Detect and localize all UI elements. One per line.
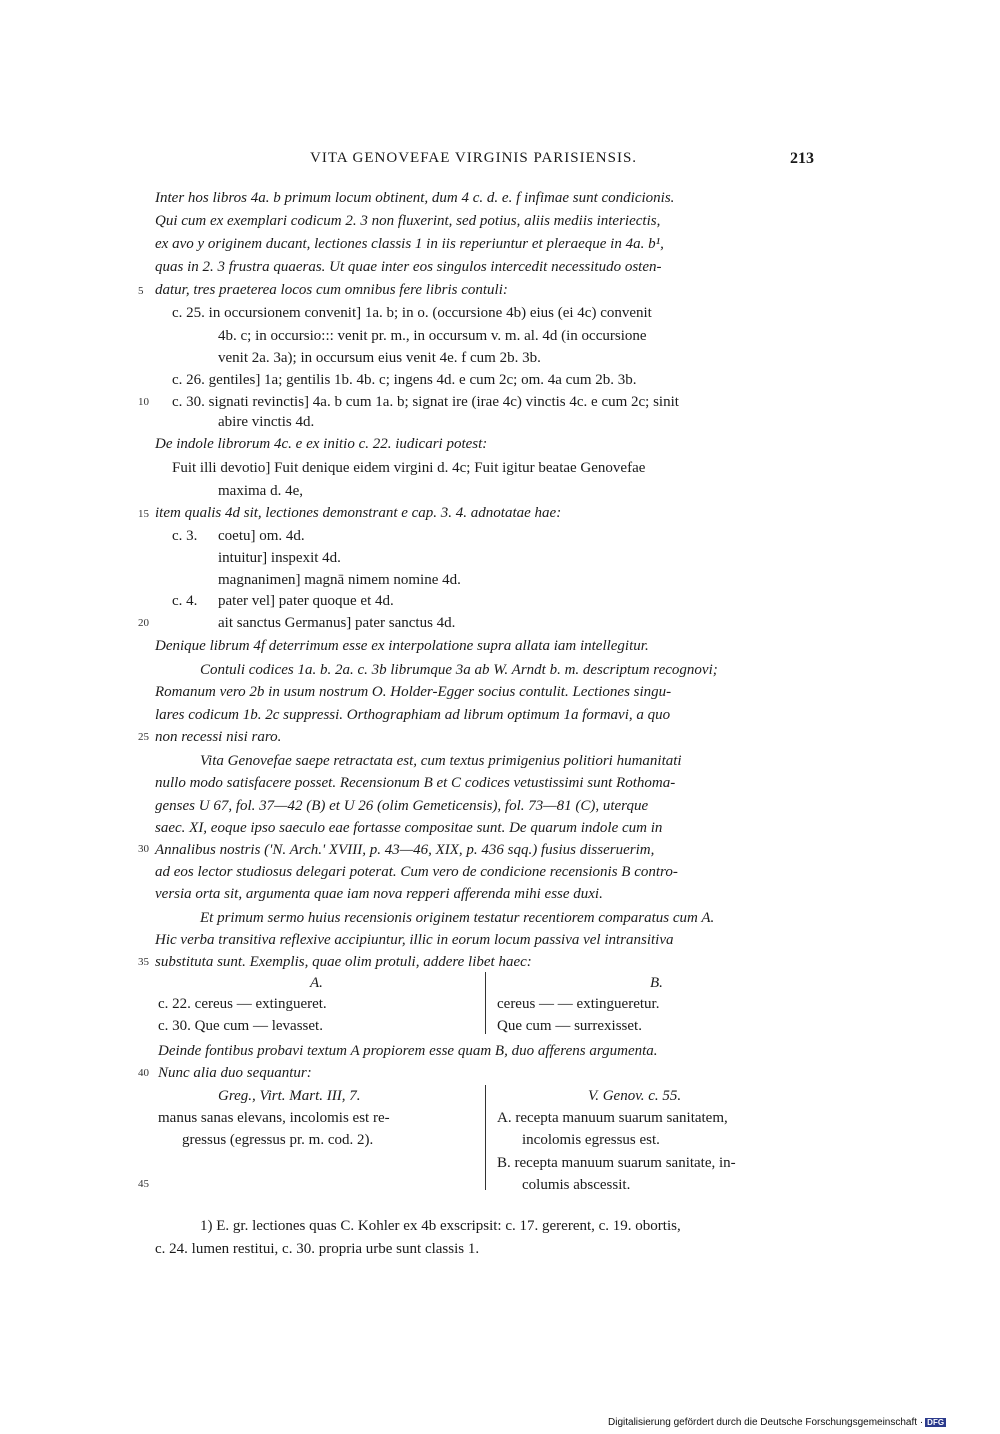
text-line: c. 25. in occursionem convenit] 1a. b; in o. (occursione 4b) eius (ei 4c) convenit: [172, 305, 652, 321]
text-line: c. 30. signati revinctis] 4a. b cum 1a. b; signat ire (irae 4c) vinctis 4c. e cum 2c; sinit: [172, 394, 679, 410]
text-line: 4b. c; in occursio::: venit pr. m., in occursum v. m. al. 4d (in occursione: [218, 328, 647, 344]
line-number: 35: [138, 956, 149, 968]
line-number: 5: [138, 285, 144, 297]
column-heading-b: B.: [650, 975, 663, 991]
text-line: item qualis 4d sit, lectiones demonstrant e cap. 3. 4. adnotatae hae:: [155, 505, 562, 521]
text-line: substituta sunt. Exemplis, quae olim protuli, addere libet haec:: [155, 954, 532, 970]
table-cell: Que cum — surrexisset.: [497, 1018, 642, 1034]
text-line: Romanum vero 2b in usum nostrum O. Holder-Egger socius contulit. Lectiones singu-: [155, 684, 672, 700]
running-title: VITA GENOVEFAE VIRGINIS PARISIENSIS.: [310, 150, 638, 166]
table-cell: gressus (egressus pr. m. cod. 2).: [182, 1132, 374, 1148]
text-line: Vita Genovefae saepe retractata est, cum textus primigenius politiori humanitati: [200, 753, 682, 769]
column-divider: [485, 972, 486, 1034]
text-line: venit 2a. 3a); in occursum eius venit 4e. f cum 2b. 3b.: [218, 350, 541, 366]
table-cell: B. recepta manuum suarum sanitate, in-: [497, 1155, 736, 1171]
table-cell: c. 30. Que cum — levasset.: [158, 1018, 323, 1034]
text-line: abire vinctis 4d.: [218, 414, 315, 430]
table-cell: A. recepta manuum suarum sanitatem,: [497, 1110, 728, 1126]
text-line: De indole librorum 4c. e ex initio c. 22. iudicari potest:: [155, 436, 488, 452]
table-cell: cereus — — extingueretur.: [497, 996, 660, 1012]
text-line: nullo modo satisfacere posset. Recensionum B et C codices vetustissimi sunt Rothoma-: [155, 775, 676, 791]
line-number: 10: [138, 396, 149, 408]
text-line: Deinde fontibus probavi textum A propiorem esse quam B, duo afferens argumenta.: [158, 1043, 658, 1059]
text-line: quas in 2. 3 frustra quaeras. Ut quae inter eos singulos intercedit necessitudo osten-: [155, 259, 662, 275]
line-number: 20: [138, 617, 149, 629]
text-line: saec. XI, eoque ipso saeculo eae fortasse compositae sunt. De quarum indole cum in: [155, 820, 663, 836]
text-line: c. 26. gentiles] 1a; gentilis 1b. 4b. c; ingens 4d. e cum 2c; om. 4a cum 2b. 3b.: [172, 372, 637, 388]
line-number: 40: [138, 1067, 149, 1079]
table-cell: columis abscessit.: [522, 1177, 631, 1193]
footnote-line: 1) E. gr. lectiones quas C. Kohler ex 4b exscripsit: c. 17. gererent, c. 19. obortis,: [200, 1218, 681, 1234]
line-number: 25: [138, 731, 149, 743]
text-line: datur, tres praeterea locos cum omnibus fere libris contuli:: [155, 282, 508, 298]
text-line: intuitur] inspexit 4d.: [218, 550, 341, 566]
text-line: lares codicum 1b. 2c suppressi. Orthographiam ad librum optimum 1a formavi, a quo: [155, 707, 671, 723]
text-line: Qui cum ex exemplari codicum 2. 3 non fluxerint, sed potius, aliis mediis interiectis,: [155, 213, 661, 229]
text-line: magnanimen] magnā nimem nomine 4d.: [218, 572, 461, 588]
digitization-credit: [608, 1417, 946, 1428]
text-line: ait sanctus Germanus] pater sanctus 4d.: [218, 615, 456, 631]
text-line: non recessi nisi raro.: [155, 729, 282, 745]
line-number: 30: [138, 843, 149, 855]
line-number: 15: [138, 508, 149, 520]
table-cell: manus sanas elevans, incolomis est re-: [158, 1110, 390, 1126]
column-divider: [485, 1085, 486, 1190]
text-line: Hic verba transitiva reflexive accipiuntur, illic in eorum locum passiva vel intransitiva: [155, 932, 674, 948]
text-line: maxima d. 4e,: [218, 483, 303, 499]
column-heading-vgenov: V. Genov. c. 55.: [588, 1088, 682, 1104]
text-line: pater vel] pater quoque et 4d.: [218, 593, 394, 609]
text-line: Inter hos libros 4a. b primum locum obtinent, dum 4 c. d. e. f infimae sunt condicionis.: [155, 190, 675, 206]
table-cell: incolomis egressus est.: [522, 1132, 660, 1148]
text-line: Annalibus nostris ('N. Arch.' XVIII, p. 43—46, XIX, p. 436 sqq.) fusius disseruerim,: [155, 842, 655, 858]
dfg-logo: DFG: [927, 1418, 945, 1427]
line-number: 45: [138, 1178, 149, 1190]
text-line: genses U 67, fol. 37—42 (B) et U 26 (olim Gemeticensis), fol. 73—81 (C), uterque: [155, 798, 649, 814]
text-line: Et primum sermo huius recensionis originem testatur recentiorem comparatus cum A.: [200, 910, 715, 926]
column-heading-greg: Greg., Virt. Mart. III, 7.: [218, 1088, 361, 1104]
text-line: coetu] om. 4d.: [218, 528, 305, 544]
page-number: 213: [790, 150, 814, 167]
credit-text: Digitalisierung gefördert durch die Deutsche Forschungsgemeinschaft ·: [608, 1417, 924, 1428]
text-line: ex avo y originem ducant, lectiones classis 1 in iis reperiuntur et pleraeque in 4a. b¹,: [155, 236, 664, 252]
text-line: c. 4.: [172, 593, 198, 609]
text-line: Fuit illi devotio] Fuit denique eidem virgini d. 4c; Fuit igitur beatae Genovefae: [172, 460, 646, 476]
text-line: ad eos lector studiosus delegari poterat. Cum vero de condicione recensionis B contro-: [155, 864, 678, 880]
text-line: c. 3.: [172, 528, 198, 544]
footnote-line: c. 24. lumen restitui, c. 30. propria urbe sunt classis 1.: [155, 1241, 480, 1257]
column-heading-a: A.: [310, 975, 323, 991]
text-line: Denique librum 4f deterrimum esse ex interpolatione supra allata iam intellegitur.: [155, 638, 649, 654]
table-cell: c. 22. cereus — extingueret.: [158, 996, 327, 1012]
text-line: Contuli codices 1a. b. 2a. c. 3b librumque 3a ab W. Arndt b. m. descriptum recognovi;: [200, 662, 718, 678]
text-line: Nunc alia duo sequantur:: [158, 1065, 312, 1081]
text-line: versia orta sit, argumenta quae iam nova repperi afferenda mihi esse duxi.: [155, 886, 603, 902]
